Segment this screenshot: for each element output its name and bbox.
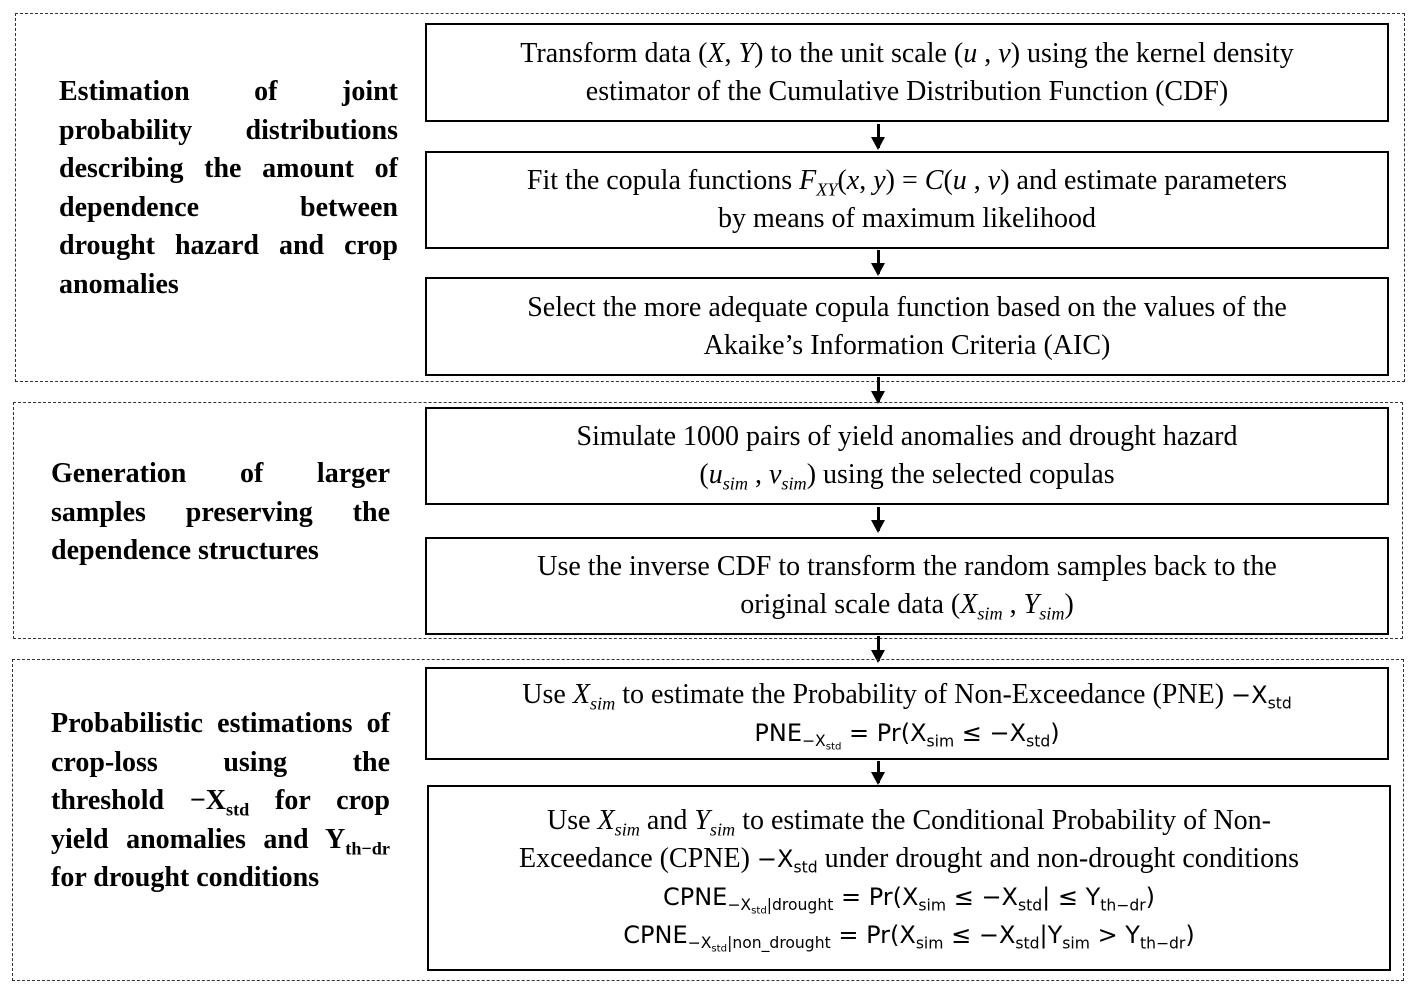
step-6-line-1: Use $X_{sim}$ to estimate the Probability of Non-Exceedance $(PNE) -X_{std}$: [522, 678, 1292, 713]
step-1-line-2: estimator of the Cumulative Distribution Function (CDF): [585, 75, 1229, 107]
arrow-down-icon: [877, 761, 880, 783]
step-7-line-2: Exceedance (CPNE) $-X_{std}$ under drought and non-drought conditions: [519, 843, 1299, 877]
step-3-line-2: Akaike’s Information Criteria (AIC): [703, 329, 1111, 361]
step-simulate-pairs: [425, 407, 1389, 505]
step-4-line-1: Simulate 1000 pairs of yield anomalies and drought hazard: [576, 421, 1238, 452]
step-transform-data: [425, 23, 1389, 122]
cpne-drought-formula: $CPNE_{-X_{std}|drought} = Pr(X_{sim} \le -X_{std}| \le Y_{th-dr})$: [662, 883, 1156, 917]
step-2-line-1: Fit the copula functions $F_{XY}(x$, y) = C(u , v) and estimate parameters: [526, 165, 1288, 200]
step-3-line-1: Select the more adequate copula function based on the values of the: [527, 291, 1287, 323]
step-7-line-1: Use $X_{sim}$ and $Y_{sim}$ to estimate the Conditional Probability of Non-: [546, 805, 1272, 840]
step-5-line-2: original scale data ($X_{sim}$ , $Y_{sim}$): [740, 589, 1074, 624]
step-pne: [425, 667, 1389, 760]
arrow-down-icon: [877, 124, 880, 148]
arrow-down-icon: [877, 377, 880, 402]
step-5-line-1: Use the inverse CDF to transform the random samples back to the: [537, 551, 1277, 582]
step-cpne: [427, 785, 1391, 971]
step-fit-copula: [425, 151, 1389, 249]
section-1-label: Estimation of joint probability distributions describing the amount of dependence between drought hazard and crop anomalies: [59, 76, 398, 300]
pne-formula: $PNE_{-X_{std}} = Pr(X_{sim} \le -X_{std})$: [754, 718, 1060, 753]
arrow-down-icon: [877, 507, 880, 531]
cpne-non-drought-formula: $CPNE_{-X_{std}|non\_drought} = Pr(X_{sim} \le -X_{std}|Y_{sim} > Y_{th-dr})$: [623, 921, 1195, 955]
section-2-label: Generation of larger samples preserving the dependence structures: [51, 458, 390, 566]
step-inverse-cdf: [425, 537, 1389, 635]
step-1-line-1: Transform data (X, Y) to the unit scale (u , v) using the kernel density: [520, 37, 1294, 69]
step-2-line-2: by means of maximum likelihood: [718, 203, 1096, 234]
arrow-down-icon: [877, 636, 880, 661]
arrow-down-icon: [877, 250, 880, 274]
step-4-line-2: ($u_{sim}$ , $v_{sim}$) using the selected copulas: [699, 459, 1115, 494]
step-select-copula: [425, 277, 1389, 376]
section-3-label: Probabilistic estimations of crop-loss using the threshold $-X_{std}$ for crop yield anomalies and $Y_{th-dr}$ for drought conditions: [51, 708, 391, 893]
